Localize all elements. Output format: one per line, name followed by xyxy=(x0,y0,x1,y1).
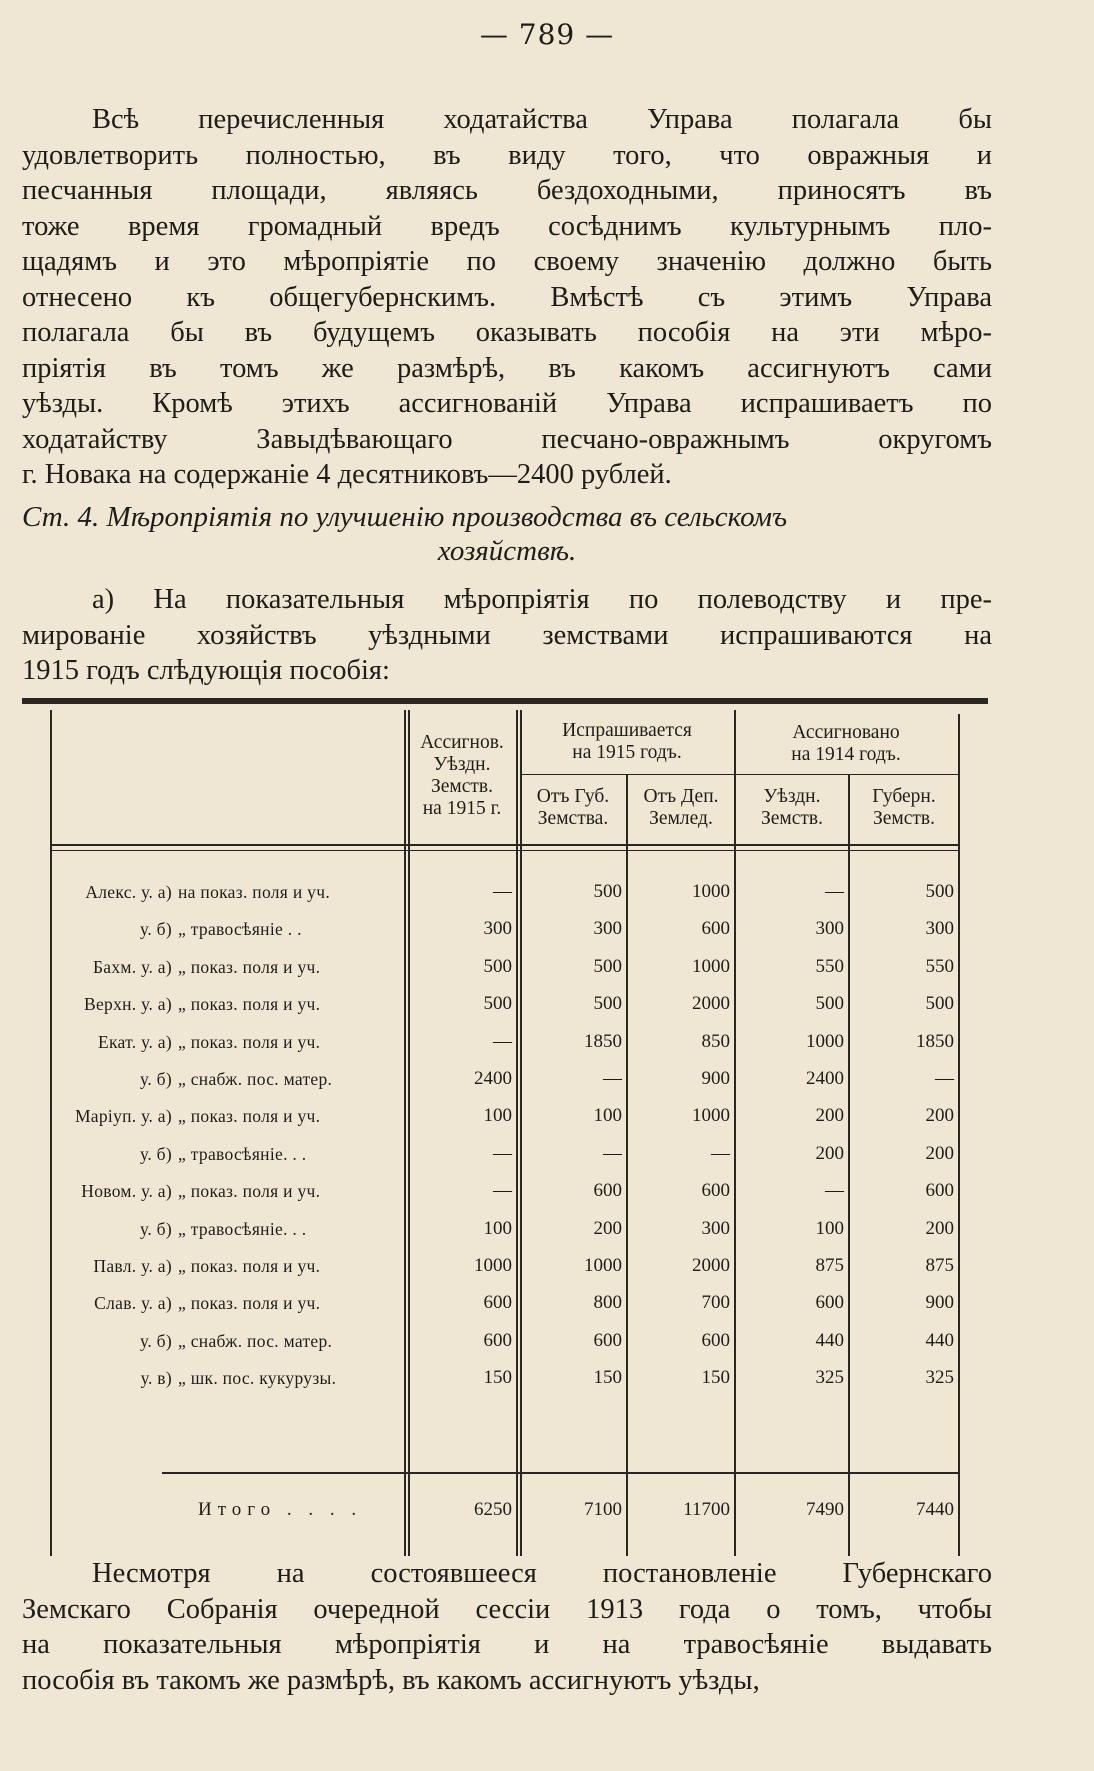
paragraph-line xyxy=(22,315,992,351)
row-value-c4: 550 xyxy=(815,955,844,977)
row-value-c4: 100 xyxy=(815,1217,844,1239)
row-item-label: „ шк. пос. кукурузы. xyxy=(178,1368,337,1389)
row-value-c3: 600 xyxy=(701,1329,730,1351)
row-item-label: на показ. поля и уч. xyxy=(178,882,330,902)
row-value-c1: 600 xyxy=(483,1329,512,1351)
row-item-label: „ показ. поля и уч. xyxy=(178,1106,321,1127)
paragraph-line xyxy=(22,138,992,174)
paragraph-line xyxy=(22,102,992,138)
paragraph-line-text: песчанныя площади, являясь бездоходными, приносятъ въ xyxy=(22,175,992,206)
row-value-c4: 200 xyxy=(815,1142,844,1164)
paragraph-line xyxy=(22,280,992,316)
header-gubern-zemstv xyxy=(850,786,958,830)
header-uezd-zemstv xyxy=(736,786,848,830)
row-value-c3: 700 xyxy=(701,1292,730,1314)
paragraph-line xyxy=(22,618,992,654)
total-c1: 6250 xyxy=(474,1499,512,1520)
paragraph-line-text: г. Новака на содержаніе 4 десятниковъ—2400 рублей. xyxy=(22,459,672,490)
row-value-c2: 150 xyxy=(593,1367,622,1389)
row-value-c1: 600 xyxy=(483,1292,512,1314)
row-uezd-label: Верхн. у. а) xyxy=(84,994,172,1015)
row-value-c2: 600 xyxy=(593,1180,622,1202)
header-line: Уѣздн. xyxy=(763,786,821,807)
paragraph-line-text: полагала бы въ будущемъ оказывать пособія на эти мѣро- xyxy=(22,317,992,348)
row-value-c1: — xyxy=(493,1180,512,1202)
row-value-c5: 200 xyxy=(925,1217,954,1239)
row-value-c5: 500 xyxy=(925,993,954,1015)
table-right-border xyxy=(958,714,960,1556)
row-uezd-label: у. б) xyxy=(140,1218,172,1239)
section-heading xyxy=(22,500,992,568)
row-value-c2: 300 xyxy=(593,918,622,940)
row-uezd-label: у. б) xyxy=(140,1143,172,1164)
paragraph-line-text: пріятія въ томъ же размѣрѣ, въ какомъ ассигнуютъ сами xyxy=(22,352,992,384)
row-value-c4: 325 xyxy=(815,1367,844,1389)
row-item-label: „ показ. поля и уч. xyxy=(178,956,321,977)
row-uezd-label: у. б) xyxy=(140,1330,172,1351)
col-divider-2 xyxy=(516,710,518,1556)
paragraph-line xyxy=(22,173,992,209)
row-uezd-label: у. в) xyxy=(140,1368,172,1389)
header-bottom-rule-2 xyxy=(50,850,958,851)
row-uezd-label: Маріуп. у. а) xyxy=(74,1106,172,1127)
row-value-c4: 600 xyxy=(815,1292,844,1314)
paragraph-line-text: на показательныя мѣропріятія и на травосѣяніе выдавать xyxy=(22,1629,992,1660)
paragraph-line xyxy=(22,1627,992,1663)
header-line: Отъ Губ. xyxy=(536,786,610,807)
row-item-label: „ показ. поля и уч. xyxy=(178,1031,321,1052)
row-value-c4: 1000 xyxy=(806,1030,844,1052)
paragraph-line xyxy=(22,244,992,280)
row-value-c4: — xyxy=(825,1180,844,1202)
header-line: Ассигновано xyxy=(792,722,900,743)
row-value-c3: 150 xyxy=(701,1367,730,1389)
header-line: Испрашивается xyxy=(562,720,692,741)
row-value-c5: 200 xyxy=(925,1105,954,1127)
row-value-c1: — xyxy=(493,1142,512,1164)
row-value-c4: 440 xyxy=(815,1329,844,1351)
row-uezd-label: Алекс. у. а) xyxy=(85,882,172,902)
row-value-c2: 1000 xyxy=(584,1255,622,1276)
row-value-c1: 300 xyxy=(483,918,512,940)
row-value-c2: — xyxy=(603,1142,622,1164)
total-c3: 11700 xyxy=(683,1499,730,1520)
row-uezd-label: Екат. у. а) xyxy=(98,1031,172,1052)
total-c4: 7490 xyxy=(806,1499,844,1520)
row-uezd-label: у. б) xyxy=(140,1069,172,1089)
row-uezd-label: у. б) xyxy=(140,919,172,940)
header-line: на 1915 г. xyxy=(422,798,502,819)
row-item-label: „ показ. поля и уч. xyxy=(178,1181,321,1202)
total-label: Итого . . . . xyxy=(198,1499,363,1520)
total-c5: 7440 xyxy=(916,1499,954,1520)
col-divider-4 xyxy=(734,710,736,1556)
table-left-border xyxy=(50,710,52,1556)
row-value-c5: 200 xyxy=(925,1142,954,1164)
paragraph-line xyxy=(22,457,992,493)
paragraph-line xyxy=(22,1592,992,1628)
row-value-c2: 1850 xyxy=(584,1030,622,1052)
paragraph-line xyxy=(22,386,992,422)
paragraph-line-text: уѣзды. Кромѣ этихъ ассигнованій Управа испрашиваетъ по xyxy=(22,388,992,419)
row-value-c2: 200 xyxy=(593,1217,622,1239)
row-value-c2: 100 xyxy=(593,1105,622,1127)
header-line: на 1915 годъ. xyxy=(572,742,682,763)
row-item-label: „ показ. поля и уч. xyxy=(178,1293,321,1314)
paragraph-line-text: Несмотря на состоявшееся постановленіе Губернскаго xyxy=(92,1558,992,1589)
header-line: Ассигнов. xyxy=(420,732,504,753)
row-value-c1: 100 xyxy=(483,1105,512,1127)
paragraph-line-text: Земскаго Собранія очередной сессіи 1913 года о томъ, чтобы xyxy=(22,1593,992,1625)
row-value-c1: — xyxy=(493,881,512,902)
col-divider-1b xyxy=(408,710,410,1556)
row-value-c5: 600 xyxy=(925,1180,954,1202)
paragraph-line xyxy=(22,582,992,618)
row-uezd-label: Новом. у. а) xyxy=(81,1181,172,1202)
row-value-c2: 500 xyxy=(593,881,622,902)
row-value-c3: 1000 xyxy=(692,955,730,977)
header-line: Губерн. xyxy=(872,786,936,807)
row-value-c3: 900 xyxy=(701,1068,730,1089)
row-value-c2: 500 xyxy=(593,955,622,977)
row-value-c2: 600 xyxy=(593,1329,622,1351)
header-line: Земства. xyxy=(537,808,609,829)
paragraph-line xyxy=(22,422,992,458)
row-value-c2: 500 xyxy=(593,993,622,1015)
row-value-c5: 325 xyxy=(925,1367,954,1389)
row-value-c5: 300 xyxy=(925,918,954,940)
paragraph-line-text: а) На показательныя мѣропріятія по полеводству и пре- xyxy=(92,584,992,615)
paragraph-line-text: отнесено къ общегубернскимъ. Вмѣстѣ съ этимъ Управа xyxy=(22,281,992,313)
header-line: на 1914 годъ. xyxy=(791,744,901,765)
row-value-c5: 440 xyxy=(925,1329,954,1351)
paragraph-1 xyxy=(22,102,992,493)
row-value-c4: 2400 xyxy=(806,1068,844,1089)
row-value-c4: 300 xyxy=(815,918,844,940)
row-value-c3: 300 xyxy=(701,1217,730,1239)
row-value-c5: 500 xyxy=(925,881,954,902)
header-line: Земств. xyxy=(430,776,494,797)
row-uezd-label: Павл. у. а) xyxy=(93,1256,172,1276)
paragraph-2 xyxy=(22,582,992,689)
row-value-c5: 1850 xyxy=(916,1030,954,1052)
row-value-c1: — xyxy=(493,1030,512,1052)
subheader-rule-left xyxy=(520,774,734,775)
header-line: Земств. xyxy=(872,808,936,829)
row-value-c2: — xyxy=(603,1068,622,1089)
header-from-dep xyxy=(628,786,734,830)
row-value-c5: 900 xyxy=(925,1292,954,1314)
paragraph-line-text: пособія въ такомъ же размѣрѣ, въ какомъ ассигнуютъ уѣзды, xyxy=(22,1664,760,1696)
row-uezd-label: Слав. у. а) xyxy=(94,1293,172,1314)
row-item-label: „ травосѣяніе . . xyxy=(178,919,302,940)
row-value-c3: 1000 xyxy=(692,1105,730,1127)
row-item-label: „ показ. поля и уч. xyxy=(178,1256,321,1276)
header-requested-group xyxy=(520,720,734,764)
row-item-label: „ снабж. пос. матер. xyxy=(178,1069,333,1089)
paragraph-line-text: мированіе хозяйствъ уѣздными земствами испрашиваются на xyxy=(22,619,992,651)
paragraph-line xyxy=(22,1663,992,1699)
subsidy-table xyxy=(22,710,988,1558)
row-value-c3: 2000 xyxy=(692,993,730,1015)
header-line: Уѣздн. xyxy=(433,754,491,775)
paragraph-line-text: удовлетворить полностью, въ виду того, что овражныя и xyxy=(22,139,992,171)
paragraph-line-text: ходатайству Завыдѣвающаго песчано-овражнымъ округомъ xyxy=(22,423,992,455)
table-top-rule xyxy=(22,698,988,704)
header-bottom-rule xyxy=(50,844,958,846)
row-value-c2: 800 xyxy=(593,1292,622,1314)
header-line: Отъ Деп. xyxy=(643,786,719,807)
header-line: Земств. xyxy=(760,808,824,829)
row-value-c1: 100 xyxy=(483,1217,512,1239)
paragraph-line xyxy=(22,653,992,689)
row-value-c4: 200 xyxy=(815,1105,844,1127)
row-item-label: „ травосѣяніе. . . xyxy=(178,1143,307,1164)
row-value-c1: 1000 xyxy=(474,1255,512,1276)
total-c2: 7100 xyxy=(584,1499,622,1520)
section-heading-line-1: Ст. 4. Мѣропріятія по улучшенію производства въ сельскомъ xyxy=(22,501,788,533)
row-value-c5: 550 xyxy=(925,955,954,977)
paragraph-line-text: щадямъ и это мѣропріятіе по своему значенію должно быть xyxy=(22,246,992,277)
row-value-c4: 875 xyxy=(815,1255,844,1276)
paragraph-line-text: Всѣ перечисленныя ходатайства Управа полагала бы xyxy=(92,104,992,135)
row-value-c3: 2000 xyxy=(692,1255,730,1276)
header-assigned-group xyxy=(734,722,958,766)
paragraph-line xyxy=(22,209,992,245)
row-value-c5: 875 xyxy=(925,1255,954,1276)
paragraph-3 xyxy=(22,1556,992,1698)
page-number: — 789 — xyxy=(479,18,615,51)
row-value-c3: 1000 xyxy=(692,881,730,902)
row-value-c3: 600 xyxy=(701,1180,730,1202)
row-value-c1: 500 xyxy=(483,993,512,1015)
header-assigned-uezd xyxy=(408,732,516,820)
paragraph-line xyxy=(22,1556,992,1592)
row-value-c1: 2400 xyxy=(474,1068,512,1089)
row-item-label: „ травосѣяніе. . . xyxy=(178,1218,307,1239)
col-divider-2b xyxy=(520,710,522,1556)
header-from-gub xyxy=(520,786,626,830)
row-value-c4: 500 xyxy=(815,993,844,1015)
row-value-c3: 600 xyxy=(701,918,730,940)
paragraph-line-text: тоже время громадный вредъ сосѣднимъ культурнымъ пло- xyxy=(22,210,992,242)
row-item-label: „ снабж. пос. матер. xyxy=(178,1330,333,1351)
total-rule xyxy=(162,1472,958,1474)
paragraph-line xyxy=(22,351,992,387)
subheader-rule-right xyxy=(734,774,958,775)
col-divider-1 xyxy=(404,710,406,1556)
row-value-c4: — xyxy=(825,881,844,902)
row-value-c3: — xyxy=(711,1142,730,1164)
row-value-c1: 150 xyxy=(483,1367,512,1389)
row-value-c3: 850 xyxy=(701,1030,730,1052)
row-uezd-label: Бахм. у. а) xyxy=(92,956,172,977)
row-value-c1: 500 xyxy=(483,955,512,977)
section-heading-line-2: хозяйствѣ. xyxy=(437,535,577,567)
row-item-label: „ показ. поля и уч. xyxy=(178,994,321,1015)
row-value-c5: — xyxy=(935,1068,954,1089)
header-line: Землед. xyxy=(649,808,713,829)
paragraph-line-text: 1915 годъ слѣдующія пособія: xyxy=(22,655,390,686)
